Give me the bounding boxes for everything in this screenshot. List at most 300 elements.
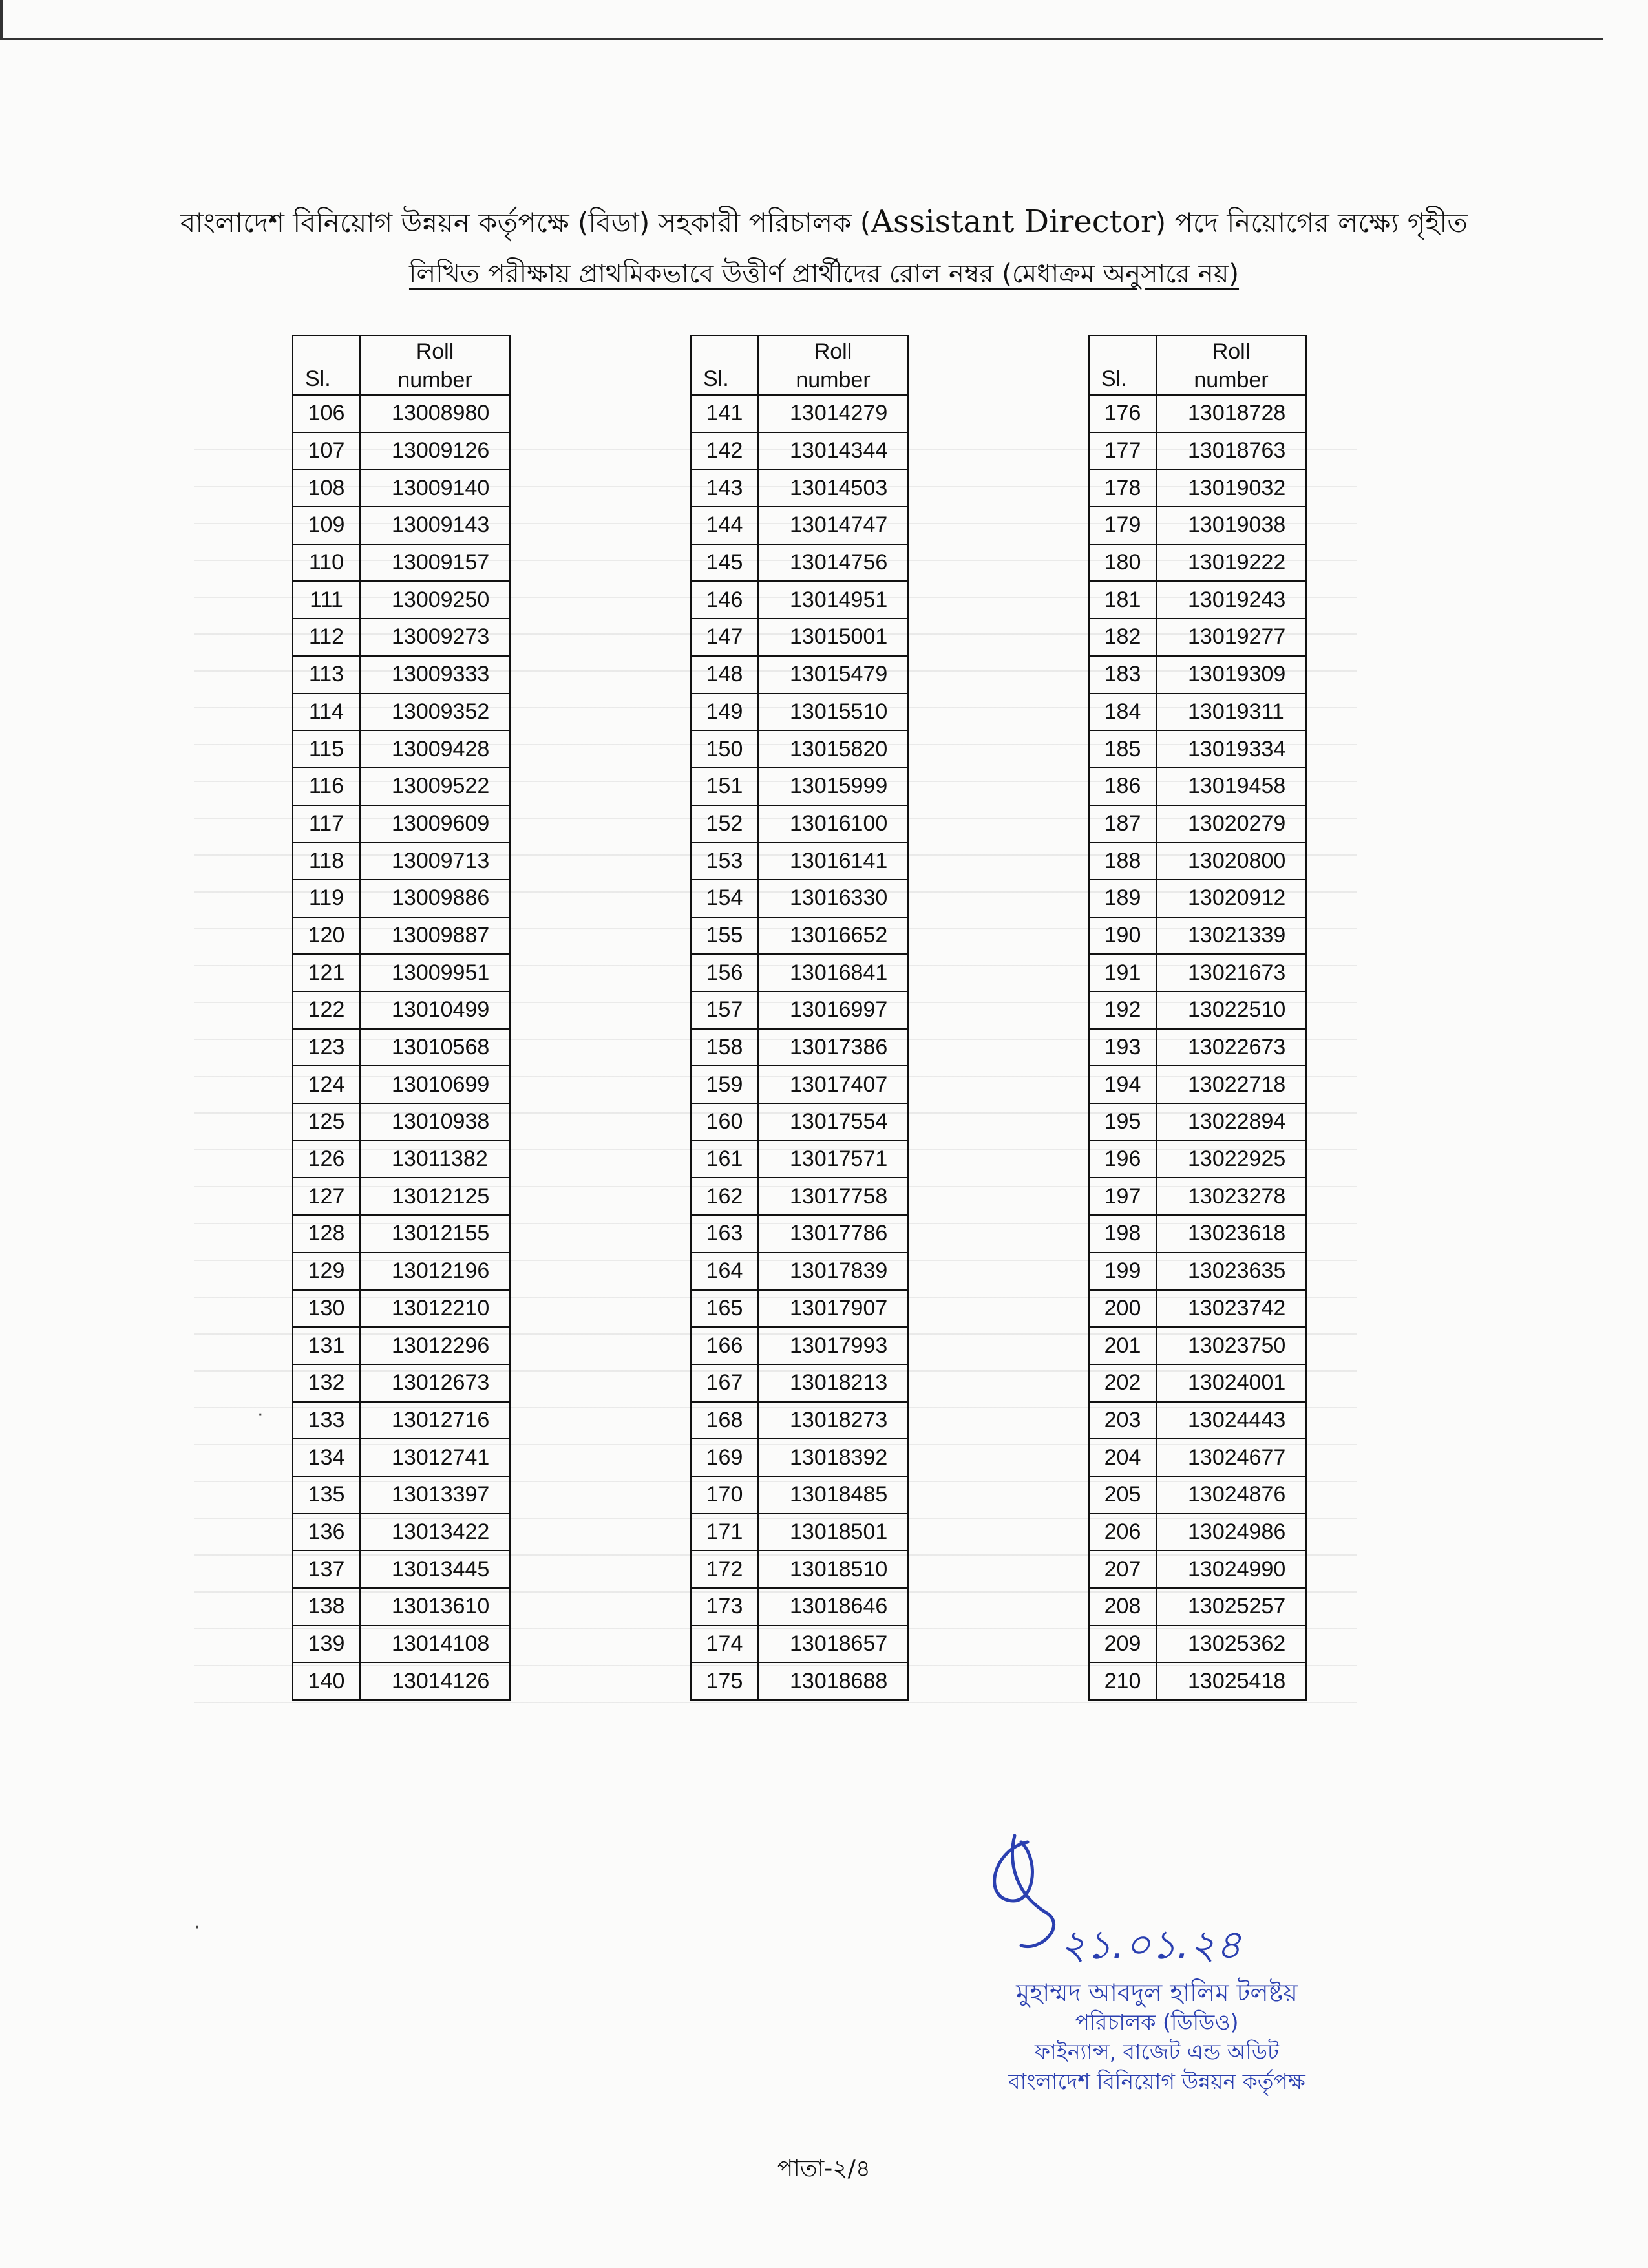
- table-row: [293, 917, 510, 955]
- roll-number-cell: 13014503: [758, 469, 908, 507]
- table-row: [293, 1103, 510, 1141]
- roll-number-cell: 13012741: [360, 1439, 510, 1476]
- roll-number-cell: 13012673: [360, 1364, 510, 1402]
- roll-number-cell: 13017786: [758, 1215, 908, 1253]
- roll-number-cell: 13017571: [758, 1141, 908, 1178]
- serial-cell: 207: [1089, 1551, 1156, 1588]
- table-row: [293, 1626, 510, 1663]
- table-row: [1089, 1439, 1306, 1476]
- table-row: [691, 1029, 908, 1066]
- table-row: [691, 1178, 908, 1215]
- roll-number-cell: 13016997: [758, 991, 908, 1029]
- serial-cell: 160: [691, 1103, 758, 1141]
- serial-cell: 147: [691, 619, 758, 656]
- table-row: [293, 507, 510, 544]
- table-row: [691, 880, 908, 917]
- serial-cell: 180: [1089, 544, 1156, 582]
- table-row: [691, 656, 908, 694]
- serial-cell: 201: [1089, 1327, 1156, 1364]
- roll-number-cell: 13024990: [1156, 1551, 1306, 1588]
- table-row: [293, 469, 510, 507]
- roll-number-cell: 13018485: [758, 1476, 908, 1514]
- signatory-department: ফাইন্যান্স, বাজেট এন্ড অডিট: [1034, 2039, 1280, 2064]
- serial-cell: 191: [1089, 954, 1156, 991]
- table-row: [293, 694, 510, 731]
- roll-number-cell: 13018657: [758, 1626, 908, 1663]
- roll-number-cell: 13016100: [758, 805, 908, 843]
- serial-cell: 176: [1089, 395, 1156, 432]
- serial-cell: 121: [293, 954, 360, 991]
- roll-number-cell: 13011382: [360, 1141, 510, 1178]
- signatory-organization: বাংলাদেশ বিনিয়োগ উন্নয়ন কর্তৃপক্ষ: [1008, 2069, 1305, 2094]
- roll-number-cell: 13013397: [360, 1476, 510, 1514]
- table-row: [293, 842, 510, 880]
- table-row: [1089, 1626, 1306, 1663]
- serial-cell: 138: [293, 1588, 360, 1626]
- table-row: [691, 1439, 908, 1476]
- table-header-row: [691, 335, 908, 395]
- serial-cell: 137: [293, 1551, 360, 1588]
- table-row: [293, 1551, 510, 1588]
- table-row: [691, 1626, 908, 1663]
- serial-cell: 127: [293, 1178, 360, 1215]
- roll-number-cell: 13012196: [360, 1253, 510, 1290]
- table-row: [691, 432, 908, 470]
- table-row: [293, 1402, 510, 1439]
- serial-cell: 120: [293, 917, 360, 955]
- title-line2-text: লিখিত পরীক্ষায় প্রাথমিকভাবে উত্তীর্ণ প্রার্থীদের রোল নম্বর (মেধাক্রম অনুসারে নয়): [408, 259, 1240, 289]
- roll-number-cell: 13018728: [1156, 395, 1306, 432]
- table-row: [293, 1588, 510, 1626]
- roll-number-cell: 13018646: [758, 1588, 908, 1626]
- roll-header: [758, 335, 908, 395]
- table-row: [1089, 954, 1306, 991]
- serial-cell: 123: [293, 1029, 360, 1066]
- roll-number-cell: 13015820: [758, 730, 908, 768]
- table-row: [293, 656, 510, 694]
- table-row: [691, 768, 908, 805]
- serial-cell: 125: [293, 1103, 360, 1141]
- roll-number-cell: 13009713: [360, 842, 510, 880]
- serial-cell: 190: [1089, 917, 1156, 955]
- roll-number-cell: 13009352: [360, 694, 510, 731]
- table-row: [293, 1439, 510, 1476]
- serial-cell: 135: [293, 1476, 360, 1514]
- serial-cell: 208: [1089, 1588, 1156, 1626]
- serial-cell: 171: [691, 1514, 758, 1551]
- serial-cell: 166: [691, 1327, 758, 1364]
- serial-cell: 161: [691, 1141, 758, 1178]
- roll-number-cell: 13015999: [758, 768, 908, 805]
- roll-number-cell: 13020800: [1156, 842, 1306, 880]
- signatory-name: মুহাম্মদ আবদুল হালিম টলষ্টয়: [1016, 1978, 1298, 2007]
- serial-cell: 110: [293, 544, 360, 582]
- table-row: [1089, 656, 1306, 694]
- sl-header: Sl.: [691, 335, 758, 395]
- table-row: [691, 1514, 908, 1551]
- roll-number-cell: 13016841: [758, 954, 908, 991]
- table-row: [1089, 880, 1306, 917]
- table-row: [691, 1141, 908, 1178]
- serial-cell: 154: [691, 880, 758, 917]
- roll-number-cell: 13012296: [360, 1327, 510, 1364]
- table-row: [1089, 730, 1306, 768]
- roll-header-top: Roll: [814, 339, 852, 364]
- roll-number-cell: 13010938: [360, 1103, 510, 1141]
- serial-cell: 182: [1089, 619, 1156, 656]
- table-row: [691, 1066, 908, 1103]
- table-header-row: [1089, 335, 1306, 395]
- signatory-block: [892, 1978, 1422, 2097]
- table-row: [293, 805, 510, 843]
- serial-cell: 186: [1089, 768, 1156, 805]
- table-row: [1089, 1215, 1306, 1253]
- roll-number-cell: 13023750: [1156, 1327, 1306, 1364]
- table-row: [293, 880, 510, 917]
- serial-cell: 116: [293, 768, 360, 805]
- table-row: [1089, 1253, 1306, 1290]
- roll-number-cell: 13023742: [1156, 1290, 1306, 1328]
- roll-number-cell: 13024677: [1156, 1439, 1306, 1476]
- serial-cell: 112: [293, 619, 360, 656]
- serial-cell: 197: [1089, 1178, 1156, 1215]
- serial-cell: 157: [691, 991, 758, 1029]
- roll-number-cell: 13009522: [360, 768, 510, 805]
- roll-number-cell: 13013445: [360, 1551, 510, 1588]
- roll-header-bottom: number: [796, 368, 871, 392]
- roll-number-cell: 13025257: [1156, 1588, 1306, 1626]
- roll-number-cell: 13009886: [360, 880, 510, 917]
- serial-cell: 183: [1089, 656, 1156, 694]
- roll-number-cell: 13010568: [360, 1029, 510, 1066]
- roll-number-cell: 13018688: [758, 1662, 908, 1700]
- serial-cell: 124: [293, 1066, 360, 1103]
- roll-number-cell: 13019038: [1156, 507, 1306, 544]
- serial-cell: 196: [1089, 1141, 1156, 1178]
- roll-number-cell: 13012125: [360, 1178, 510, 1215]
- table-row: [691, 954, 908, 991]
- signatory-designation: পরিচালক (ডিডিও): [1075, 2009, 1239, 2035]
- serial-cell: 170: [691, 1476, 758, 1514]
- roll-number-cell: 13022510: [1156, 991, 1306, 1029]
- table-row: [1089, 469, 1306, 507]
- title-bn-part-b: ) পদে নিয়োগের লক্ষ্যে গৃহীত: [1155, 207, 1468, 238]
- table-row: [1089, 395, 1306, 432]
- roll-number-cell: 13019243: [1156, 581, 1306, 619]
- serial-cell: 133: [293, 1402, 360, 1439]
- table-row: [1089, 1178, 1306, 1215]
- serial-cell: 203: [1089, 1402, 1156, 1439]
- table-row: [691, 544, 908, 582]
- roll-number-cell: 13019458: [1156, 768, 1306, 805]
- roll-number-cell: 13024986: [1156, 1514, 1306, 1551]
- roll-number-cell: 13017907: [758, 1290, 908, 1328]
- roll-number-cell: 13012716: [360, 1402, 510, 1439]
- serial-cell: 122: [293, 991, 360, 1029]
- roll-number-cell: 13015001: [758, 619, 908, 656]
- table-row: [691, 917, 908, 955]
- serial-cell: 134: [293, 1439, 360, 1476]
- table-row: [1089, 1364, 1306, 1402]
- table-row: [691, 1588, 908, 1626]
- serial-cell: 106: [293, 395, 360, 432]
- roll-number-cell: 13012155: [360, 1215, 510, 1253]
- table-row: [293, 544, 510, 582]
- serial-cell: 163: [691, 1215, 758, 1253]
- serial-cell: 119: [293, 880, 360, 917]
- roll-number-cell: 13021339: [1156, 917, 1306, 955]
- serial-cell: 187: [1089, 805, 1156, 843]
- serial-cell: 117: [293, 805, 360, 843]
- serial-cell: 107: [293, 432, 360, 470]
- serial-cell: 159: [691, 1066, 758, 1103]
- roll-number-cell: 13020279: [1156, 805, 1306, 843]
- roll-number-cell: 13016652: [758, 917, 908, 955]
- serial-cell: 130: [293, 1290, 360, 1328]
- serial-cell: 205: [1089, 1476, 1156, 1514]
- table-row: [1089, 1029, 1306, 1066]
- roll-number-cell: 13019032: [1156, 469, 1306, 507]
- title-en-part: Assistant Director: [871, 204, 1156, 240]
- serial-cell: 172: [691, 1551, 758, 1588]
- serial-cell: 173: [691, 1588, 758, 1626]
- roll-number-cell: 13018763: [1156, 432, 1306, 470]
- table-row: [691, 694, 908, 731]
- handwritten-signature: [969, 1823, 1267, 1991]
- serial-cell: 164: [691, 1253, 758, 1290]
- roll-number-cell: 13015479: [758, 656, 908, 694]
- roll-number-cell: 13022718: [1156, 1066, 1306, 1103]
- roll-header-bottom: number: [1194, 368, 1269, 392]
- serial-cell: 129: [293, 1253, 360, 1290]
- handwritten-date: ২১.০১.২৪: [1060, 1921, 1242, 1968]
- serial-cell: 113: [293, 656, 360, 694]
- serial-cell: 210: [1089, 1662, 1156, 1700]
- serial-cell: 141: [691, 395, 758, 432]
- table-row: [1089, 1551, 1306, 1588]
- roll-number-cell: 13009157: [360, 544, 510, 582]
- table-row: [691, 581, 908, 619]
- serial-cell: 145: [691, 544, 758, 582]
- document-title-line2: [0, 253, 1648, 297]
- serial-cell: 206: [1089, 1514, 1156, 1551]
- serial-cell: 126: [293, 1141, 360, 1178]
- serial-cell: 152: [691, 805, 758, 843]
- serial-cell: 189: [1089, 880, 1156, 917]
- serial-cell: 188: [1089, 842, 1156, 880]
- table-row: [691, 842, 908, 880]
- table-row: [1089, 432, 1306, 470]
- table-row: [293, 1066, 510, 1103]
- serial-cell: 167: [691, 1364, 758, 1402]
- serial-cell: 179: [1089, 507, 1156, 544]
- serial-cell: 177: [1089, 432, 1156, 470]
- table-row: [293, 768, 510, 805]
- roll-number-cell: 13019311: [1156, 694, 1306, 731]
- roll-number-cell: 13009333: [360, 656, 510, 694]
- roll-number-cell: 13017386: [758, 1029, 908, 1066]
- roll-number-cell: 13009273: [360, 619, 510, 656]
- roll-number-cell: 13014344: [758, 432, 908, 470]
- table-row: [1089, 1327, 1306, 1364]
- roll-number-cell: 13018273: [758, 1402, 908, 1439]
- serial-cell: 128: [293, 1215, 360, 1253]
- table-row: [1089, 1476, 1306, 1514]
- roll-table-2: [690, 335, 909, 1701]
- table-header-row: [293, 335, 510, 395]
- serial-cell: 165: [691, 1290, 758, 1328]
- roll-header: [1156, 335, 1306, 395]
- sl-header: Sl.: [1089, 335, 1156, 395]
- table-row: [691, 395, 908, 432]
- serial-cell: 181: [1089, 581, 1156, 619]
- table-row: [691, 1327, 908, 1364]
- serial-cell: 209: [1089, 1626, 1156, 1663]
- roll-number-cell: 13014747: [758, 507, 908, 544]
- roll-table-1: [292, 335, 511, 1701]
- roll-number-cell: 13013422: [360, 1514, 510, 1551]
- table-row: [1089, 1290, 1306, 1328]
- page-number: পাতা-২/৪: [777, 2156, 871, 2182]
- table-row: [691, 1662, 908, 1700]
- serial-cell: 156: [691, 954, 758, 991]
- table-row: [691, 1551, 908, 1588]
- roll-number-cell: 13010499: [360, 991, 510, 1029]
- table-row: [1089, 842, 1306, 880]
- serial-cell: 111: [293, 581, 360, 619]
- serial-cell: 118: [293, 842, 360, 880]
- serial-cell: 193: [1089, 1029, 1156, 1066]
- roll-number-cell: 13014126: [360, 1662, 510, 1700]
- serial-cell: 184: [1089, 694, 1156, 731]
- table-row: [1089, 1066, 1306, 1103]
- roll-number-cell: 13014756: [758, 544, 908, 582]
- serial-cell: 142: [691, 432, 758, 470]
- serial-cell: 144: [691, 507, 758, 544]
- title-bn-part-a: বাংলাদেশ বিনিয়োগ উন্নয়ন কর্তৃপক্ষে (বিডা) সহকারী পরিচালক (: [180, 207, 871, 238]
- roll-number-cell: 13017407: [758, 1066, 908, 1103]
- table-row: [1089, 991, 1306, 1029]
- table-row: [1089, 1141, 1306, 1178]
- serial-cell: 151: [691, 768, 758, 805]
- serial-cell: 175: [691, 1662, 758, 1700]
- stray-mark: ·: [257, 1404, 264, 1426]
- table-row: [691, 1215, 908, 1253]
- roll-number-cell: 13023635: [1156, 1253, 1306, 1290]
- serial-cell: 195: [1089, 1103, 1156, 1141]
- serial-cell: 114: [293, 694, 360, 731]
- roll-number-cell: 13018510: [758, 1551, 908, 1588]
- table-row: [1089, 1402, 1306, 1439]
- table-row: [293, 395, 510, 432]
- serial-cell: 146: [691, 581, 758, 619]
- table-row: [691, 469, 908, 507]
- serial-cell: 192: [1089, 991, 1156, 1029]
- roll-number-cell: 13010699: [360, 1066, 510, 1103]
- roll-number-cell: 13016141: [758, 842, 908, 880]
- serial-cell: 200: [1089, 1290, 1156, 1328]
- table-row: [293, 730, 510, 768]
- roll-number-cell: 13025362: [1156, 1626, 1306, 1663]
- serial-cell: 150: [691, 730, 758, 768]
- roll-number-cell: 13019309: [1156, 656, 1306, 694]
- table-row: [1089, 1103, 1306, 1141]
- roll-number-cell: 13019277: [1156, 619, 1306, 656]
- page-top-border: [0, 0, 1603, 40]
- serial-cell: 198: [1089, 1215, 1156, 1253]
- roll-number-cell: 13015510: [758, 694, 908, 731]
- roll-number-cell: 13018501: [758, 1514, 908, 1551]
- serial-cell: 132: [293, 1364, 360, 1402]
- roll-number-cell: 13017554: [758, 1103, 908, 1141]
- document-title-line1: [0, 202, 1648, 248]
- serial-cell: 149: [691, 694, 758, 731]
- roll-header: [360, 335, 510, 395]
- table-row: [293, 1141, 510, 1178]
- table-row: [293, 619, 510, 656]
- roll-number-cell: 13009428: [360, 730, 510, 768]
- roll-number-cell: 13018392: [758, 1439, 908, 1476]
- serial-cell: 155: [691, 917, 758, 955]
- roll-number-cell: 13017839: [758, 1253, 908, 1290]
- roll-header-top: Roll: [1212, 339, 1251, 364]
- table-row: [293, 991, 510, 1029]
- serial-cell: 108: [293, 469, 360, 507]
- table-row: [293, 1476, 510, 1514]
- roll-header-top: Roll: [416, 339, 454, 364]
- sl-header: Sl.: [293, 335, 360, 395]
- roll-number-cell: 13025418: [1156, 1662, 1306, 1700]
- table-row: [293, 1364, 510, 1402]
- serial-cell: 202: [1089, 1364, 1156, 1402]
- roll-number-cell: 13017758: [758, 1178, 908, 1215]
- roll-number-cell: 13016330: [758, 880, 908, 917]
- table-row: [293, 1178, 510, 1215]
- roll-number-cell: 13009250: [360, 581, 510, 619]
- table-row: [293, 581, 510, 619]
- serial-cell: 199: [1089, 1253, 1156, 1290]
- roll-number-cell: 13014279: [758, 395, 908, 432]
- roll-number-cell: 13017993: [758, 1327, 908, 1364]
- table-row: [1089, 507, 1306, 544]
- table-row: [1089, 694, 1306, 731]
- roll-table-3: [1088, 335, 1307, 1701]
- table-row: [293, 1662, 510, 1700]
- roll-number-cell: 13014108: [360, 1626, 510, 1663]
- roll-number-cell: 13022925: [1156, 1141, 1306, 1178]
- serial-cell: 115: [293, 730, 360, 768]
- serial-cell: 158: [691, 1029, 758, 1066]
- table-row: [1089, 581, 1306, 619]
- roll-number-cell: 13024876: [1156, 1476, 1306, 1514]
- roll-header-bottom: number: [397, 368, 472, 392]
- table-row: [1089, 805, 1306, 843]
- table-row: [1089, 1588, 1306, 1626]
- serial-cell: 109: [293, 507, 360, 544]
- serial-cell: 185: [1089, 730, 1156, 768]
- table-row: [293, 1290, 510, 1328]
- table-row: [691, 1253, 908, 1290]
- table-row: [293, 1514, 510, 1551]
- serial-cell: 168: [691, 1402, 758, 1439]
- table-row: [293, 1327, 510, 1364]
- serial-cell: 174: [691, 1626, 758, 1663]
- roll-number-cell: 13013610: [360, 1588, 510, 1626]
- roll-number-cell: 13018213: [758, 1364, 908, 1402]
- table-row: [691, 619, 908, 656]
- serial-cell: 178: [1089, 469, 1156, 507]
- table-row: [1089, 768, 1306, 805]
